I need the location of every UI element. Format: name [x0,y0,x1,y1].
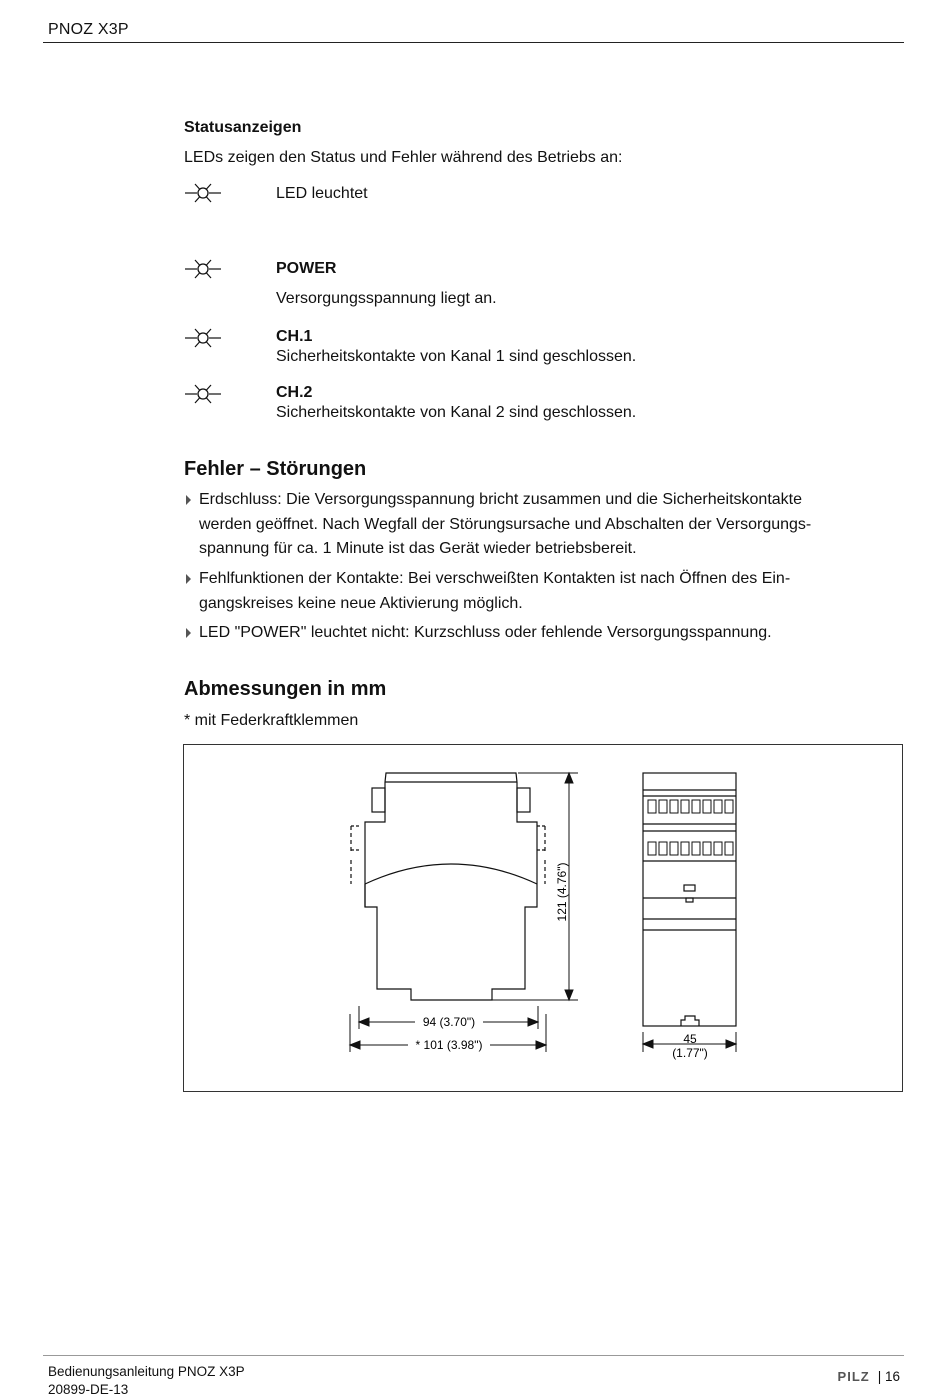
led-power-title: POWER [276,260,337,277]
dimensions-note: * mit Federkraftklemmen [184,712,359,729]
terminal-row-top [648,800,733,813]
led-ch1-icon [185,326,221,350]
document-header-title: PNOZ X3P [48,21,129,38]
dimensions-heading: Abmessungen in mm [184,678,387,700]
fault-bullet-line: Erdschluss: Die Versorgungsspannung bricht zusammen und die Sicherheitskontakte [199,491,802,508]
fault-bullet-line: LED "POWER" leuchtet nicht: Kurzschluss oder fehlende Versorgungsspannung. [199,624,772,641]
led-legend-label: LED leuchtet [276,185,368,202]
fault-bullet-line: werden geöffnet. Nach Wegfall der Störungsursache und Abschalten der Versorgungs- [199,515,812,533]
fault-bullet-3 [184,621,884,646]
page-number: | 16 [877,1369,900,1384]
side-view-outline [351,773,545,1000]
led-lit-icon [185,181,221,205]
bullet-arrow-icon [184,567,196,591]
led-power-icon [185,257,221,281]
status-heading: Statusanzeigen [184,119,302,136]
depth-label: 45 [683,1032,697,1046]
led-ch2-icon [185,382,221,406]
fault-bullet-1 [184,488,884,562]
bullet-arrow-icon [184,488,196,512]
footer-doc-number: 20899-DE-13 [48,1382,129,1397]
footer-left [48,1363,245,1399]
fault-bullet-line: spannung für ca. 1 Minute ist das Gerät wieder betriebsbereit. [199,540,637,557]
led-power-desc: Versorgungsspannung liegt an. [276,290,497,307]
width-spring-label: * 101 (3.98") [415,1038,483,1052]
bullet-arrow-icon [184,621,196,645]
pilz-logo: PILZ [837,1369,870,1384]
footer-divider [43,1355,904,1356]
height-label: 121 (4.76") [555,862,569,922]
led-ch2-title: CH.2 [276,384,313,401]
fault-bullet-2 [184,567,884,616]
led-ch1-title: CH.1 [276,328,313,345]
fault-bullet-line: gangskreises keine neue Aktivierung möglich. [199,594,523,612]
dimension-drawing [183,744,903,1092]
fault-bullet-line: Fehlfunktionen der Kontakte: Bei verschweißten Kontakten ist nach Öffnen des Ein- [199,570,791,587]
led-ch2-desc: Sicherheitskontakte von Kanal 2 sind geschlossen. [276,404,637,421]
faults-heading: Fehler – Störungen [184,458,367,480]
width-label: 94 (3.70") [422,1015,476,1029]
footer-right [838,1369,900,1384]
depth-label-inch: (1.77") [672,1046,708,1060]
led-ch1-desc: Sicherheitskontakte von Kanal 1 sind geschlossen. [276,348,637,365]
footer-doc-title: Bedienungsanleitung PNOZ X3P [48,1364,245,1379]
header-divider [43,42,904,43]
status-intro: LEDs zeigen den Status und Fehler während des Betriebs an: [184,149,623,166]
terminal-row-bottom [648,842,733,855]
